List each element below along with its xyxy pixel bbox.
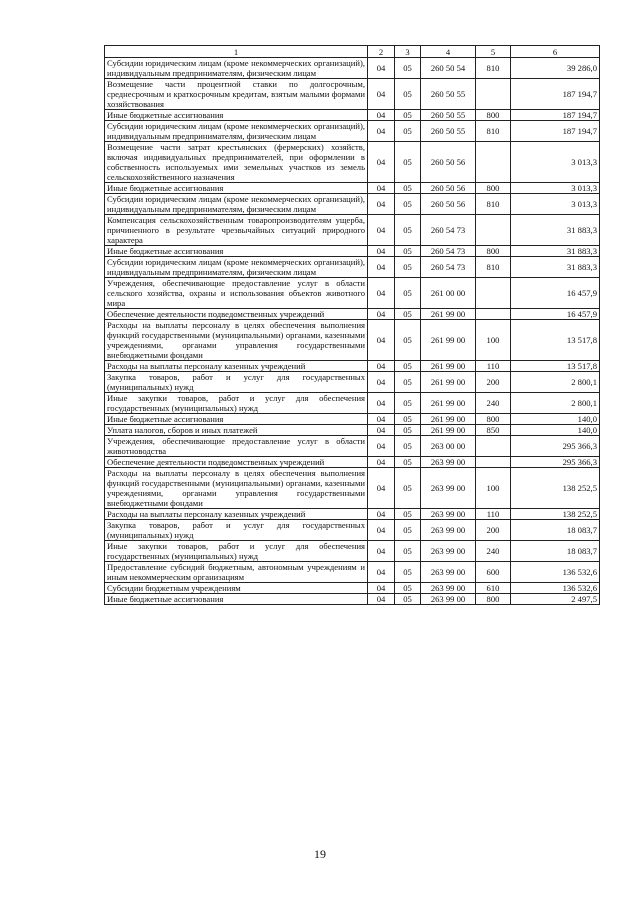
row-name: Предоставление субсидий бюджетным, автономным учреждениям и иным некоммерческим организациям [105, 562, 368, 583]
table-row [105, 425, 600, 436]
row-section: 04 [368, 246, 395, 257]
row-subsection: 05 [395, 320, 421, 361]
row-expense-type [476, 278, 511, 309]
row-section: 04 [368, 372, 395, 393]
row-section: 04 [368, 509, 395, 520]
table-row [105, 468, 600, 509]
row-target-code: 263 99 00 [421, 520, 476, 541]
row-section: 04 [368, 183, 395, 194]
col-header-6: 6 [511, 46, 600, 58]
row-subsection: 05 [395, 183, 421, 194]
row-expense-type: 800 [476, 110, 511, 121]
row-section: 04 [368, 468, 395, 509]
row-target-code: 260 50 56 [421, 194, 476, 215]
table-body [105, 58, 600, 605]
row-name: Закупка товаров, работ и услуг для государственных (муниципальных) нужд [105, 372, 368, 393]
row-subsection: 05 [395, 110, 421, 121]
row-subsection: 05 [395, 142, 421, 183]
row-section: 04 [368, 594, 395, 605]
row-expense-type: 810 [476, 58, 511, 79]
row-target-code: 261 99 00 [421, 414, 476, 425]
row-name: Субсидии юридическим лицам (кроме некоммерческих организаций), индивидуальным предпринимателям, физическим лицам [105, 194, 368, 215]
row-subsection: 05 [395, 414, 421, 425]
row-expense-type: 110 [476, 509, 511, 520]
row-amount: 136 532,6 [511, 562, 600, 583]
table-row [105, 58, 600, 79]
table-row [105, 257, 600, 278]
row-name: Субсидии бюджетным учреждениям [105, 583, 368, 594]
row-section: 04 [368, 414, 395, 425]
row-name: Расходы на выплаты персоналу в целях обеспечения выполнения функций государственными (муниципальными) органами, казенными учреждениями, органами управления государственными внебюджетными фондами [105, 320, 368, 361]
row-expense-type [476, 457, 511, 468]
row-amount: 138 252,5 [511, 468, 600, 509]
col-header-5: 5 [476, 46, 511, 58]
row-amount: 16 457,9 [511, 278, 600, 309]
row-target-code: 260 50 55 [421, 110, 476, 121]
row-amount: 2 800,1 [511, 393, 600, 414]
row-subsection: 05 [395, 215, 421, 246]
row-amount: 3 013,3 [511, 142, 600, 183]
row-expense-type [476, 436, 511, 457]
row-expense-type: 110 [476, 361, 511, 372]
row-expense-type: 200 [476, 372, 511, 393]
row-name: Иные бюджетные ассигнования [105, 183, 368, 194]
table-row [105, 183, 600, 194]
row-subsection: 05 [395, 520, 421, 541]
row-expense-type: 240 [476, 393, 511, 414]
row-amount: 2 800,1 [511, 372, 600, 393]
row-target-code: 260 54 73 [421, 257, 476, 278]
col-header-3: 3 [395, 46, 421, 58]
table-row [105, 110, 600, 121]
row-expense-type [476, 215, 511, 246]
row-target-code: 263 99 00 [421, 594, 476, 605]
row-name: Иные бюджетные ассигнования [105, 246, 368, 257]
row-amount: 187 194,7 [511, 79, 600, 110]
row-target-code: 263 99 00 [421, 468, 476, 509]
table-row [105, 320, 600, 361]
row-name: Учреждения, обеспечивающие предоставление услуг в области животноводства [105, 436, 368, 457]
table-row [105, 142, 600, 183]
table-row [105, 121, 600, 142]
row-subsection: 05 [395, 58, 421, 79]
row-subsection: 05 [395, 246, 421, 257]
row-expense-type: 800 [476, 246, 511, 257]
table-row [105, 79, 600, 110]
col-header-1: 1 [105, 46, 368, 58]
row-section: 04 [368, 79, 395, 110]
row-section: 04 [368, 278, 395, 309]
row-name: Иные бюджетные ассигнования [105, 414, 368, 425]
row-amount: 136 532,6 [511, 583, 600, 594]
row-name: Иные закупки товаров, работ и услуг для обеспечения государственных (муниципальных) нужд [105, 541, 368, 562]
row-name: Обеспечение деятельности подведомственных учреждений [105, 457, 368, 468]
table-row [105, 393, 600, 414]
row-expense-type: 800 [476, 414, 511, 425]
row-section: 04 [368, 457, 395, 468]
row-target-code: 260 50 56 [421, 183, 476, 194]
row-subsection: 05 [395, 121, 421, 142]
table-row [105, 309, 600, 320]
row-target-code: 263 00 00 [421, 436, 476, 457]
row-target-code: 261 99 00 [421, 320, 476, 361]
row-name: Возмещение части затрат крестьянских (фермерских) хозяйств, включая индивидуальных предпринимателей, при оформлении в собственность используемых ими земельных участков из земель сельскохозяйственного назначения [105, 142, 368, 183]
row-target-code: 263 99 00 [421, 541, 476, 562]
row-amount: 2 497,5 [511, 594, 600, 605]
row-amount: 16 457,9 [511, 309, 600, 320]
col-header-4: 4 [421, 46, 476, 58]
row-expense-type: 600 [476, 562, 511, 583]
row-subsection: 05 [395, 361, 421, 372]
row-target-code: 263 99 00 [421, 509, 476, 520]
row-amount: 140,0 [511, 425, 600, 436]
row-expense-type: 810 [476, 257, 511, 278]
row-name: Учреждения, обеспечивающие предоставление услуг в области сельского хозяйства, охраны и использования объектов животного мира [105, 278, 368, 309]
row-name: Субсидии юридическим лицам (кроме некоммерческих организаций), индивидуальным предпринимателям, физическим лицам [105, 121, 368, 142]
row-amount: 18 083,7 [511, 541, 600, 562]
table-row [105, 520, 600, 541]
table-row [105, 278, 600, 309]
row-target-code: 261 00 00 [421, 278, 476, 309]
table-row [105, 562, 600, 583]
row-subsection: 05 [395, 594, 421, 605]
page-number: 19 [314, 847, 326, 861]
row-subsection: 05 [395, 468, 421, 509]
row-section: 04 [368, 541, 395, 562]
row-target-code: 261 99 00 [421, 309, 476, 320]
row-amount: 3 013,3 [511, 194, 600, 215]
row-subsection: 05 [395, 278, 421, 309]
row-section: 04 [368, 393, 395, 414]
row-section: 04 [368, 583, 395, 594]
row-subsection: 05 [395, 436, 421, 457]
table-row [105, 457, 600, 468]
row-name: Закупка товаров, работ и услуг для государственных (муниципальных) нужд [105, 520, 368, 541]
table-row [105, 541, 600, 562]
row-target-code: 261 99 00 [421, 361, 476, 372]
table-row [105, 372, 600, 393]
row-section: 04 [368, 520, 395, 541]
row-section: 04 [368, 110, 395, 121]
row-target-code: 263 99 00 [421, 583, 476, 594]
row-target-code: 260 50 54 [421, 58, 476, 79]
row-name: Уплата налогов, сборов и иных платежей [105, 425, 368, 436]
row-target-code: 263 99 00 [421, 562, 476, 583]
row-amount: 39 286,0 [511, 58, 600, 79]
row-expense-type: 240 [476, 541, 511, 562]
row-expense-type: 100 [476, 320, 511, 361]
row-subsection: 05 [395, 541, 421, 562]
table-row [105, 361, 600, 372]
row-subsection: 05 [395, 79, 421, 110]
row-expense-type: 800 [476, 594, 511, 605]
row-subsection: 05 [395, 309, 421, 320]
row-expense-type: 100 [476, 468, 511, 509]
row-target-code: 263 99 00 [421, 457, 476, 468]
row-section: 04 [368, 58, 395, 79]
row-name: Субсидии юридическим лицам (кроме некоммерческих организаций), индивидуальным предпринимателям, физическим лицам [105, 257, 368, 278]
row-target-code: 260 54 73 [421, 215, 476, 246]
row-expense-type: 810 [476, 194, 511, 215]
row-subsection: 05 [395, 457, 421, 468]
row-section: 04 [368, 121, 395, 142]
row-target-code: 260 54 73 [421, 246, 476, 257]
row-section: 04 [368, 142, 395, 183]
table-row [105, 594, 600, 605]
row-name: Компенсация сельскохозяйственным товаропроизводителям ущерба, причиненного в результате чрезвычайных ситуаций природного характера [105, 215, 368, 246]
table-row [105, 509, 600, 520]
row-name: Возмещение части процентной ставки по долгосрочным, среднесрочным и краткосрочным кредитам, взятым малыми формами хозяйствования [105, 79, 368, 110]
row-subsection: 05 [395, 372, 421, 393]
row-amount: 138 252,5 [511, 509, 600, 520]
row-amount: 13 517,8 [511, 361, 600, 372]
header-row [105, 46, 600, 58]
table-row [105, 583, 600, 594]
table-row [105, 246, 600, 257]
row-name: Обеспечение деятельности подведомственных учреждений [105, 309, 368, 320]
col-header-2: 2 [368, 46, 395, 58]
row-subsection: 05 [395, 583, 421, 594]
row-expense-type: 200 [476, 520, 511, 541]
row-amount: 3 013,3 [511, 183, 600, 194]
row-amount: 140,0 [511, 414, 600, 425]
row-amount: 31 883,3 [511, 215, 600, 246]
row-subsection: 05 [395, 509, 421, 520]
row-amount: 295 366,3 [511, 436, 600, 457]
row-target-code: 260 50 55 [421, 79, 476, 110]
row-expense-type: 800 [476, 183, 511, 194]
row-section: 04 [368, 215, 395, 246]
row-subsection: 05 [395, 425, 421, 436]
table-row [105, 194, 600, 215]
row-expense-type [476, 79, 511, 110]
row-amount: 13 517,8 [511, 320, 600, 361]
row-name: Иные бюджетные ассигнования [105, 110, 368, 121]
row-target-code: 261 99 00 [421, 425, 476, 436]
row-name: Иные закупки товаров, работ и услуг для обеспечения государственных (муниципальных) нужд [105, 393, 368, 414]
table-row [105, 436, 600, 457]
row-amount: 295 366,3 [511, 457, 600, 468]
row-amount: 31 883,3 [511, 257, 600, 278]
row-amount: 187 194,7 [511, 110, 600, 121]
row-amount: 187 194,7 [511, 121, 600, 142]
table-row [105, 414, 600, 425]
row-expense-type [476, 309, 511, 320]
row-target-code: 261 99 00 [421, 393, 476, 414]
row-expense-type: 850 [476, 425, 511, 436]
row-expense-type: 810 [476, 121, 511, 142]
row-section: 04 [368, 194, 395, 215]
row-target-code: 261 99 00 [421, 372, 476, 393]
budget-table [104, 45, 600, 605]
row-expense-type: 610 [476, 583, 511, 594]
row-section: 04 [368, 361, 395, 372]
row-amount: 18 083,7 [511, 520, 600, 541]
row-name: Расходы на выплаты персоналу казенных учреждений [105, 361, 368, 372]
row-subsection: 05 [395, 562, 421, 583]
row-name: Расходы на выплаты персоналу казенных учреждений [105, 509, 368, 520]
row-name: Расходы на выплаты персоналу в целях обеспечения выполнения функций государственными (муниципальными) органами, казенными учреждениями, органами управления государственными внебюджетными фондами [105, 468, 368, 509]
row-section: 04 [368, 425, 395, 436]
row-section: 04 [368, 436, 395, 457]
row-amount: 31 883,3 [511, 246, 600, 257]
row-name: Субсидии юридическим лицам (кроме некоммерческих организаций), индивидуальным предпринимателям, физическим лицам [105, 58, 368, 79]
row-target-code: 260 50 56 [421, 142, 476, 183]
table-row [105, 215, 600, 246]
row-name: Иные бюджетные ассигнования [105, 594, 368, 605]
row-section: 04 [368, 562, 395, 583]
row-subsection: 05 [395, 393, 421, 414]
row-subsection: 05 [395, 194, 421, 215]
row-section: 04 [368, 320, 395, 361]
row-section: 04 [368, 257, 395, 278]
row-section: 04 [368, 309, 395, 320]
row-target-code: 260 50 55 [421, 121, 476, 142]
row-expense-type [476, 142, 511, 183]
row-subsection: 05 [395, 257, 421, 278]
